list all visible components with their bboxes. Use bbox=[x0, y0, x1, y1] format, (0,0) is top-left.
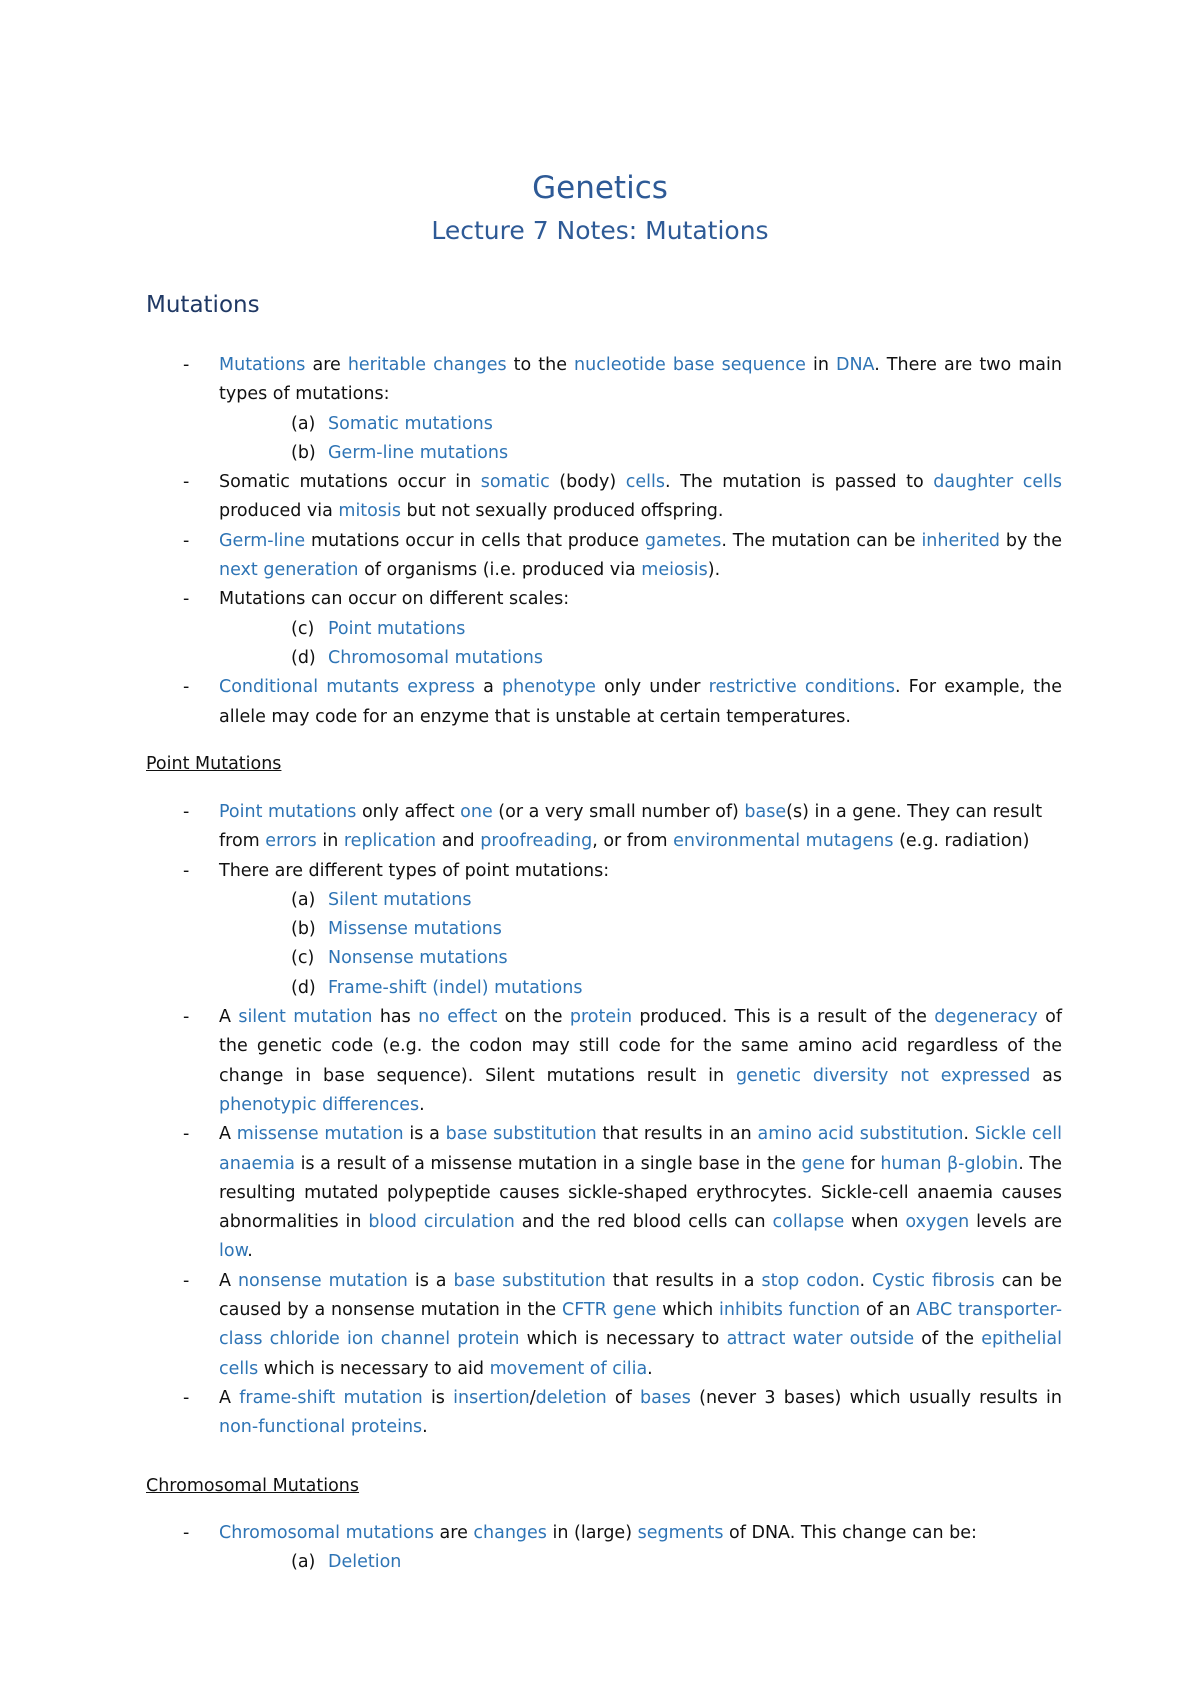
sub-list-label: (b) bbox=[291, 919, 316, 940]
highlighted-term: base substitution bbox=[445, 1124, 597, 1145]
body-text: mutations occur in cells that produce bbox=[305, 530, 645, 551]
sub-list-text: Nonsense mutations bbox=[328, 948, 508, 969]
highlighted-term: deletion bbox=[535, 1387, 607, 1408]
bullet-dash: - bbox=[183, 1387, 190, 1408]
body-text: (e.g. radiation) bbox=[893, 831, 1030, 852]
sub-list-label: (a) bbox=[291, 889, 316, 910]
body-text: that results in an bbox=[596, 1124, 758, 1145]
body-text: . bbox=[859, 1270, 872, 1291]
bullet-list-item bbox=[0, 673, 1062, 732]
body-text: is bbox=[422, 1387, 454, 1408]
highlighted-term: missense mutation bbox=[236, 1124, 404, 1145]
body-text: . The mutation is passed to bbox=[665, 472, 934, 493]
section-chromosomal-mutations-list bbox=[0, 1519, 1200, 1578]
body-text: / bbox=[529, 1387, 536, 1408]
highlighted-term: nucleotide base sequence bbox=[574, 355, 806, 375]
highlighted-term: segments bbox=[637, 1523, 724, 1543]
body-text: of organisms (i.e. produced via bbox=[358, 560, 642, 581]
body-text: but not sexually produced offspring. bbox=[400, 501, 724, 522]
highlighted-term: collapse bbox=[772, 1212, 845, 1233]
body-text: a bbox=[474, 677, 503, 698]
body-text: of DNA. This change can be: bbox=[723, 1523, 977, 1543]
highlighted-term: gene bbox=[801, 1153, 846, 1174]
highlighted-term: base substitution bbox=[453, 1270, 606, 1291]
highlighted-term: inherited bbox=[921, 530, 1001, 551]
body-text: of the genetic code (e.g. the codon may still code for the same amino acid regardless of the change in base sequence). Silent mutations result in bbox=[219, 1007, 1063, 1086]
highlighted-term: base bbox=[744, 802, 787, 822]
sub-list-item bbox=[0, 886, 1200, 915]
bullet-list-item bbox=[0, 1267, 1062, 1384]
sub-list-item bbox=[0, 974, 1200, 1003]
highlighted-term: meiosis bbox=[641, 560, 708, 581]
highlighted-term: daughter cells bbox=[933, 472, 1062, 493]
body-text: (or a very small number of) bbox=[492, 802, 745, 822]
highlighted-term: stop codon bbox=[761, 1270, 860, 1291]
highlighted-term: human β-globin bbox=[880, 1153, 1019, 1174]
bullet-list-item bbox=[0, 1384, 1062, 1443]
body-text: (body) bbox=[549, 472, 626, 493]
body-text: levels are bbox=[969, 1212, 1062, 1233]
bullet-list-item bbox=[0, 1519, 1062, 1548]
highlighted-term: protein bbox=[569, 1007, 633, 1028]
sub-list-item bbox=[0, 439, 1200, 468]
highlighted-term: one bbox=[460, 802, 493, 822]
bullet-list-item bbox=[0, 1120, 1062, 1266]
bullet-list-item bbox=[0, 798, 1062, 857]
body-text: Somatic mutations occur in bbox=[219, 472, 481, 493]
sub-list-label: (d) bbox=[291, 647, 316, 668]
highlighted-term: inhibits function bbox=[718, 1300, 861, 1321]
sub-list-text: Frame-shift (indel) mutations bbox=[328, 977, 583, 998]
sub-list-item bbox=[0, 944, 1200, 973]
highlighted-term: low bbox=[219, 1241, 248, 1262]
body-text: which bbox=[656, 1300, 719, 1321]
body-text: and bbox=[436, 831, 481, 852]
highlighted-term: changes bbox=[473, 1523, 547, 1543]
body-text: and the red blood cells can bbox=[514, 1212, 773, 1233]
subheading-point-mutations: Point Mutations bbox=[146, 754, 282, 774]
body-text: that results in a bbox=[605, 1270, 762, 1291]
highlighted-term: genetic diversity not expressed bbox=[735, 1065, 1031, 1086]
sub-list-label: (d) bbox=[291, 977, 316, 998]
bullet-dash: - bbox=[183, 860, 190, 881]
section-mutations-list bbox=[0, 351, 1200, 732]
section-point-mutations-list bbox=[0, 798, 1200, 1443]
body-text: . bbox=[422, 1417, 428, 1438]
body-text: on the bbox=[497, 1007, 570, 1028]
highlighted-term: attract water outside bbox=[726, 1329, 915, 1350]
body-text: . The resulting mutated polypeptide causes sickle-shaped erythrocytes. Sickle-cell anaemia causes abnormalities in bbox=[219, 1153, 1062, 1233]
sub-list-item bbox=[0, 644, 1200, 673]
bullet-dash: - bbox=[183, 802, 190, 822]
highlighted-term: nonsense mutation bbox=[237, 1270, 408, 1291]
highlighted-term: Germ-line bbox=[219, 530, 306, 551]
body-text: . For example, the allele may code for an enzyme that is unstable at certain temperatures. bbox=[219, 677, 1062, 727]
body-text: produced. This is a result of the bbox=[632, 1007, 935, 1028]
body-text: are bbox=[433, 1523, 474, 1543]
highlighted-term: blood circulation bbox=[368, 1212, 515, 1233]
sub-list-item bbox=[0, 1548, 1200, 1577]
body-text: in bbox=[805, 355, 836, 375]
highlighted-term: bases bbox=[640, 1387, 691, 1408]
body-text: . bbox=[247, 1241, 253, 1262]
body-text: . bbox=[647, 1358, 653, 1379]
sub-list-label: (a) bbox=[291, 413, 316, 434]
body-text: in bbox=[316, 831, 344, 852]
highlighted-term: insertion bbox=[453, 1387, 530, 1408]
sub-list-label: (a) bbox=[291, 1552, 316, 1573]
sub-list-text: Chromosomal mutations bbox=[328, 647, 543, 668]
sub-list-label: (c) bbox=[291, 618, 315, 639]
body-text: produced via bbox=[219, 501, 339, 522]
highlighted-term: non-functional proteins bbox=[219, 1417, 423, 1438]
bullet-list-item bbox=[0, 468, 1062, 527]
sub-list-text: Missense mutations bbox=[328, 919, 502, 940]
bullet-dash: - bbox=[183, 1007, 190, 1028]
sub-list-label: (b) bbox=[291, 442, 316, 463]
sub-list-text: Germ-line mutations bbox=[328, 442, 509, 463]
highlighted-term: environmental mutagens bbox=[673, 831, 894, 852]
highlighted-term: heritable changes bbox=[347, 355, 507, 375]
body-text: of the bbox=[914, 1329, 982, 1350]
highlighted-term: replication bbox=[343, 831, 437, 852]
highlighted-term: epithelial cells bbox=[219, 1329, 1062, 1379]
sub-list-label: (c) bbox=[291, 948, 315, 969]
body-text: ). bbox=[707, 560, 721, 581]
highlighted-term: next generation bbox=[219, 560, 359, 581]
body-text: . bbox=[963, 1124, 975, 1145]
body-text: to the bbox=[506, 355, 575, 375]
body-text: (s) in a gene. They can result from bbox=[219, 802, 1043, 852]
bullet-list-item bbox=[0, 1003, 1062, 1120]
highlighted-term: restrictive conditions bbox=[708, 677, 895, 698]
highlighted-term: Cystic fibrosis bbox=[872, 1270, 995, 1291]
body-text: only under bbox=[595, 677, 709, 698]
highlighted-term: Sickle cell anaemia bbox=[219, 1124, 1062, 1174]
body-text: . bbox=[419, 1094, 425, 1115]
highlighted-term: oxygen bbox=[905, 1212, 970, 1233]
bullet-dash: - bbox=[183, 472, 190, 493]
highlighted-term: frame-shift mutation bbox=[239, 1387, 423, 1408]
body-text: are bbox=[305, 355, 348, 375]
body-text: can be caused by a nonsense mutation in the bbox=[219, 1270, 1062, 1321]
body-text: which is necessary to aid bbox=[258, 1358, 490, 1379]
document-subtitle: Lecture 7 Notes: Mutations bbox=[431, 216, 769, 245]
bullet-dash: - bbox=[183, 677, 190, 698]
sub-list-text: Silent mutations bbox=[328, 889, 472, 910]
highlighted-term: silent mutation bbox=[238, 1007, 373, 1028]
sub-list-item bbox=[0, 410, 1200, 439]
body-text: when bbox=[844, 1212, 906, 1233]
highlighted-term: CFTR gene bbox=[562, 1300, 657, 1321]
body-text: Mutations can occur on different scales: bbox=[219, 589, 570, 610]
highlighted-term: DNA bbox=[835, 355, 875, 375]
body-text: A bbox=[219, 1387, 240, 1408]
body-text: by the bbox=[1000, 530, 1063, 551]
body-text: . There are two main types of mutations: bbox=[219, 355, 1062, 405]
subheading-chromosomal-mutations: Chromosomal Mutations bbox=[146, 1476, 360, 1496]
highlighted-term: somatic bbox=[480, 472, 550, 493]
body-text: is a result of a missense mutation in a single base in the bbox=[294, 1153, 802, 1174]
bullet-dash: - bbox=[183, 1523, 190, 1543]
body-text: (never 3 bases) which usually results in bbox=[690, 1387, 1063, 1408]
highlighted-term: no effect bbox=[418, 1007, 498, 1028]
body-text: of bbox=[606, 1387, 641, 1408]
body-text: is a bbox=[403, 1124, 446, 1145]
body-text: , or from bbox=[592, 831, 674, 852]
highlighted-term: ABC transporter-class chloride ion channel protein bbox=[219, 1300, 1063, 1350]
section-heading-mutations: Mutations bbox=[146, 292, 260, 318]
sub-list-item bbox=[0, 615, 1200, 644]
highlighted-term: mitosis bbox=[338, 501, 401, 522]
sub-list-text: Point mutations bbox=[328, 618, 466, 639]
body-text: is a bbox=[407, 1270, 454, 1291]
highlighted-term: proofreading bbox=[480, 831, 593, 852]
body-text: of an bbox=[860, 1300, 917, 1321]
bullet-list-item bbox=[0, 585, 1062, 614]
body-text: A bbox=[219, 1124, 237, 1145]
body-text: There are different types of point mutations: bbox=[219, 860, 610, 881]
body-text: A bbox=[219, 1270, 238, 1291]
bullet-list-item bbox=[0, 351, 1062, 410]
body-text: for bbox=[845, 1153, 881, 1174]
highlighted-term: Chromosomal mutations bbox=[219, 1523, 434, 1543]
bullet-list-item bbox=[0, 527, 1062, 586]
body-text: in (large) bbox=[546, 1523, 638, 1543]
highlighted-term: phenotypic differences bbox=[219, 1094, 420, 1115]
bullet-dash: - bbox=[183, 589, 190, 610]
highlighted-term: phenotype bbox=[502, 677, 596, 698]
body-text: . The mutation can be bbox=[721, 530, 922, 551]
highlighted-term: Conditional mutants express bbox=[219, 677, 475, 698]
sub-list-text: Somatic mutations bbox=[328, 413, 493, 434]
highlighted-term: Mutations bbox=[219, 355, 306, 375]
bullet-list-item bbox=[0, 857, 1062, 886]
body-text: has bbox=[372, 1007, 419, 1028]
sub-list-item bbox=[0, 915, 1200, 944]
highlighted-term: gametes bbox=[644, 530, 722, 551]
body-text: only affect bbox=[356, 802, 461, 822]
sub-list-text: Deletion bbox=[328, 1552, 402, 1573]
body-text: which is necessary to bbox=[519, 1329, 727, 1350]
highlighted-term: errors bbox=[265, 831, 317, 852]
bullet-dash: - bbox=[183, 355, 190, 375]
highlighted-term: degeneracy bbox=[934, 1007, 1038, 1028]
bullet-dash: - bbox=[183, 1270, 190, 1291]
highlighted-term: amino acid substitution bbox=[757, 1124, 964, 1145]
highlighted-term: Point mutations bbox=[219, 802, 357, 822]
body-text: A bbox=[219, 1007, 239, 1028]
bullet-dash: - bbox=[183, 530, 190, 551]
body-text: as bbox=[1030, 1065, 1062, 1086]
bullet-dash: - bbox=[183, 1124, 190, 1145]
highlighted-term: movement of cilia bbox=[489, 1358, 648, 1379]
highlighted-term: cells bbox=[625, 472, 666, 493]
document-title: Genetics bbox=[532, 170, 668, 206]
